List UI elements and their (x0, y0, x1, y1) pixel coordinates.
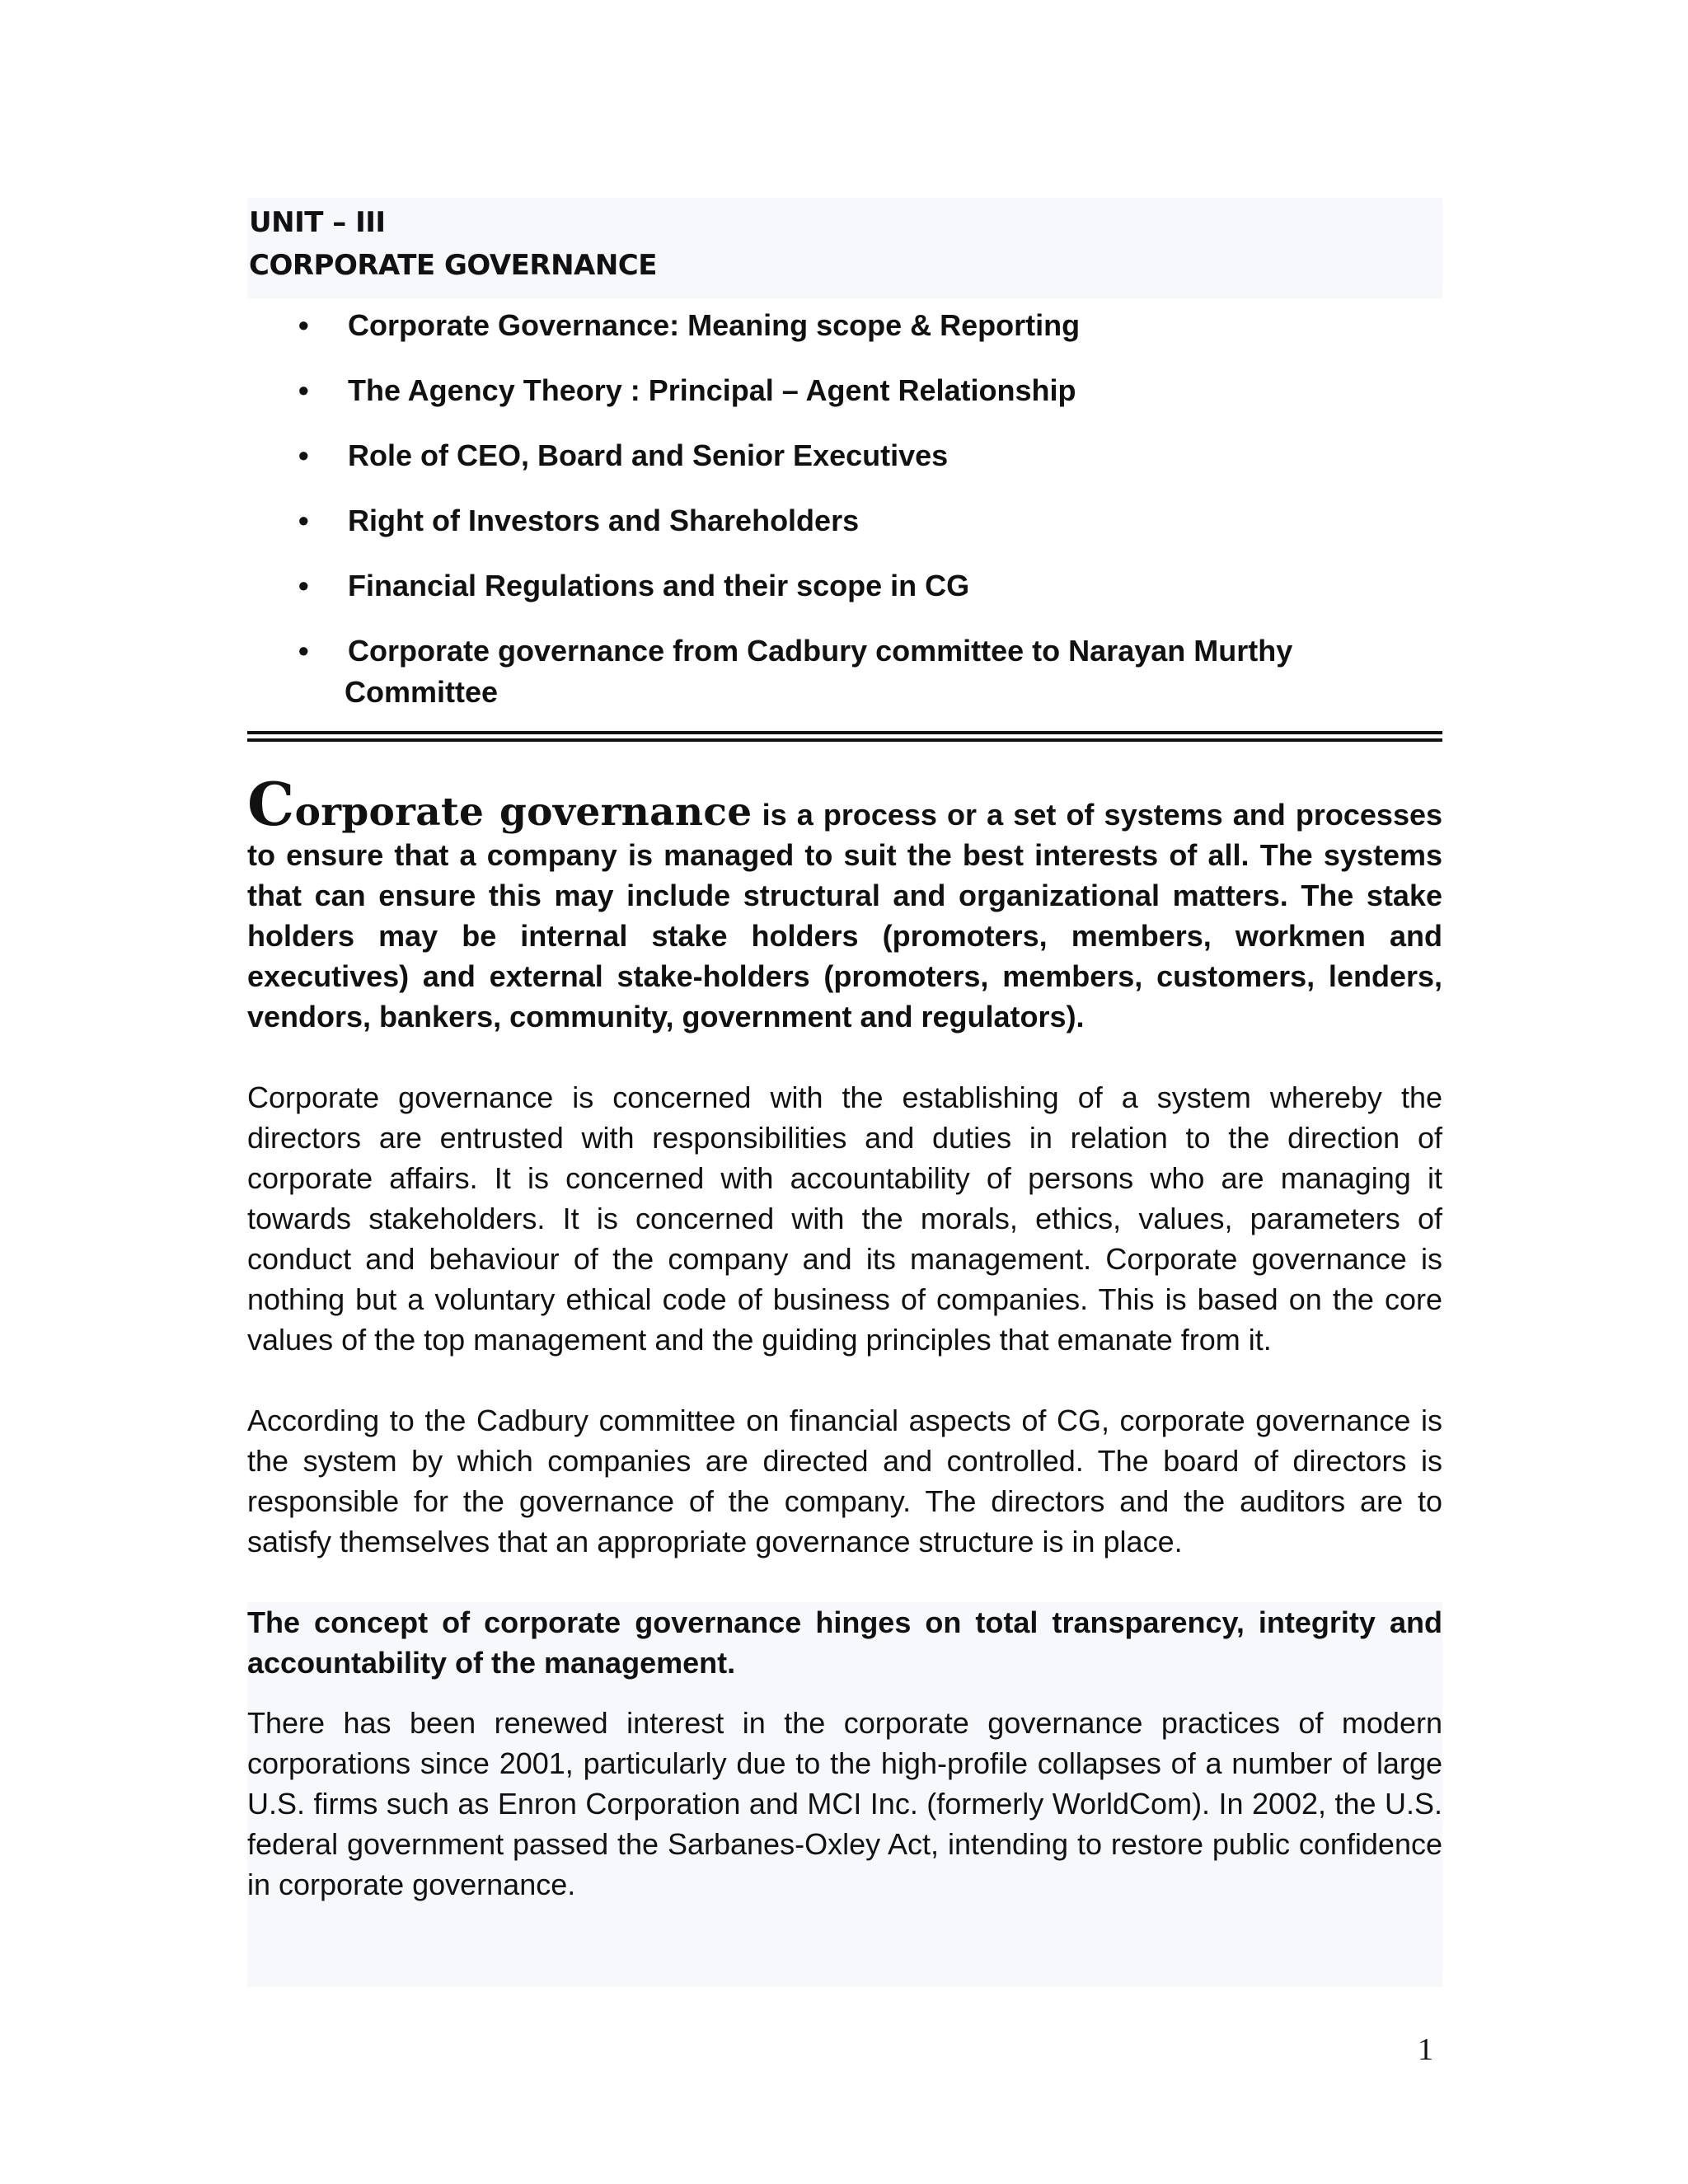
list-item (247, 565, 1442, 607)
list-item (247, 305, 1442, 346)
concept-statement: The concept of corporate governance hinges on total transparency, integrity and accountability of the management. (247, 1605, 1442, 1680)
bullet-icon: • (298, 504, 309, 537)
body-paragraph: According to the Cadbury committee on financial aspects of CG, corporate governance is the system by which companies are directed and controlled. The board of directors is responsible for the governance of the company. The directors and the auditors are to satisfy themselves that an appropriate governance structure is in place. (247, 1404, 1442, 1558)
page-content (247, 198, 1442, 1987)
intro-text: is a process or a set of systems and processes to ensure that a company is managed to suit the best interests of all. The systems that can ensure this may include structural and organizational matters. The stake holders may be internal stake holders (promoters, members, workmen and executives) and external stake-holders (promoters, members, customers, lenders, vendors, bankers, community, government and regulators). (247, 798, 1443, 1033)
bullet-icon: • (298, 438, 309, 472)
unit-title: CORPORATE GOVERNANCE (249, 249, 657, 282)
list-item (247, 435, 1442, 476)
bullet-icon: • (298, 634, 309, 668)
unit-header (247, 198, 1442, 298)
topic-text: Corporate governance from Cadbury committee to Narayan Murthy (348, 634, 1293, 668)
topic-continuation: Committee (345, 675, 499, 709)
page-number: 1 (1418, 2032, 1433, 2067)
lead-rest: orporate governance (294, 790, 753, 835)
unit-label: UNIT – III (249, 206, 386, 239)
bullet-icon: • (298, 569, 309, 602)
bullet-icon: • (298, 308, 309, 342)
intro-paragraph (247, 769, 1443, 1037)
topic-text: Financial Regulations and their scope in CG (348, 569, 970, 602)
shaded-section (247, 1602, 1442, 1987)
topic-text: Corporate Governance: Meaning scope & Reporting (348, 308, 1081, 342)
drop-cap: C (247, 769, 295, 839)
topic-list (247, 305, 1442, 713)
bullet-icon: • (298, 373, 309, 407)
topic-text: Right of Investors and Shareholders (348, 504, 860, 537)
intro-lead (247, 769, 753, 839)
list-item (247, 630, 1442, 713)
body-paragraph: There has been renewed interest in the corporate governance practices of modern corporations since 2001, particularly due to the high-profile collapses of a number of large U.S. firms such as Enron Corporation and MCI Inc. (formerly WorldCom). In 2002, the U.S. federal government passed the Sarbanes-Oxley Act, intending to restore public confidence in corporate governance. (247, 1706, 1442, 1901)
double-divider (247, 731, 1442, 742)
body-paragraph: Corporate governance is concerned with the establishing of a system whereby the directors are entrusted with responsibilities and duties in relation to the direction of corporate affairs. It is concerned with accountability of persons who are managing it towards stakeholders. It is concerned with the morals, ethics, values, parameters of conduct and behaviour of the company and its management. Corporate governance is nothing but a voluntary ethical code of business of companies. This is based on the core values of the top management and the guiding principles that emanate from it. (247, 1080, 1442, 1357)
list-item (247, 500, 1442, 541)
topic-text: The Agency Theory : Principal – Agent Relationship (348, 373, 1076, 407)
topic-text: Role of CEO, Board and Senior Executives (348, 438, 949, 472)
list-item (247, 370, 1442, 411)
